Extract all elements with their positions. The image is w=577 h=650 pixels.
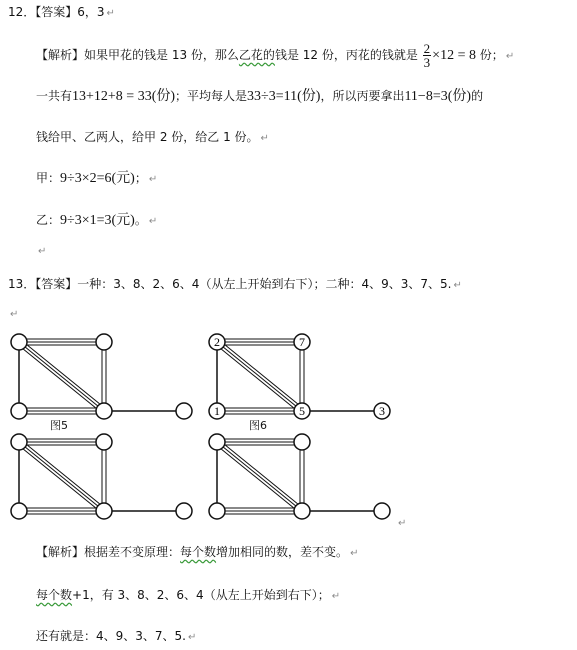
q12-analysis-line2: 一共有13+12+8 = 33(份)；平均每人是33÷3=11(份)，所以丙要拿出11−8=3(份)的 bbox=[36, 89, 484, 104]
q12-analysis-line3: 钱给甲、乙两人，给甲 2 份，给乙 1 份。 ↵ bbox=[36, 130, 269, 144]
paragraph-mark: ↵ bbox=[148, 174, 158, 185]
paragraph-mark: ↵ bbox=[350, 548, 359, 559]
paragraph-mark: ↵ bbox=[260, 133, 269, 144]
paragraph-mark: ↵ bbox=[148, 216, 158, 227]
graph-blank-left bbox=[11, 434, 192, 519]
q12-header: 12．【答案】6，3 ↵ bbox=[8, 5, 115, 19]
q13-analysis-line3: 还有就是：4、9、3、7、5. ↵ bbox=[36, 629, 197, 643]
fig6-label: 图6 bbox=[249, 419, 267, 432]
graph-blank-right bbox=[209, 434, 390, 519]
fig5-label: 图5 bbox=[50, 419, 68, 432]
q13-header: 13．【答案】一种：3、8、2、6、4（从左上开始到右下）；二种：4、9、3、7、5. ↵ bbox=[8, 277, 462, 291]
paragraph-mark: ↵ bbox=[505, 51, 515, 62]
fig6-node-number: 3 bbox=[379, 404, 385, 418]
paragraph-mark: ↵ bbox=[453, 280, 462, 291]
q13-analysis-line2: 每个数+1，有 3、8、2、6、4（从左上开始到右下）； ↵ bbox=[36, 588, 341, 602]
q12-jia-line: 甲：9÷3×2=6(元)； ↵ bbox=[36, 171, 158, 186]
paragraph-mark: ↵ bbox=[38, 246, 47, 257]
graph-fig5 bbox=[11, 334, 192, 419]
fig6-node-number: 1 bbox=[214, 404, 220, 418]
fig6-node-number: 2 bbox=[214, 335, 220, 349]
paragraph-mark: ↵ bbox=[398, 518, 407, 529]
q12-yi-line: 乙：9÷3×1=3(元)。 ↵ bbox=[36, 213, 158, 228]
q12-analysis-line1: 【解析】如果甲花的钱是 13 份，那么乙花的钱是 12 份，丙花的钱就是 $\frac{2}{3}$ ×12 = 8 份； ↵ bbox=[36, 41, 515, 70]
figure-paragraph-mark bbox=[396, 514, 406, 532]
paragraph-mark: ↵ bbox=[106, 8, 115, 19]
fig6-node-number: 5 bbox=[299, 404, 305, 418]
fraction-two-thirds: $\frac{2}{3}$ bbox=[423, 41, 431, 70]
paragraph-mark: ↵ bbox=[10, 309, 19, 320]
paragraph-mark: ↵ bbox=[331, 591, 341, 602]
q13-analysis-line1: 【解析】根据差不变原理：每个数增加相同的数，差不变。 ↵ bbox=[36, 545, 359, 559]
paragraph-mark: ↵ bbox=[188, 632, 197, 643]
fig6-node-number: 7 bbox=[299, 335, 305, 349]
